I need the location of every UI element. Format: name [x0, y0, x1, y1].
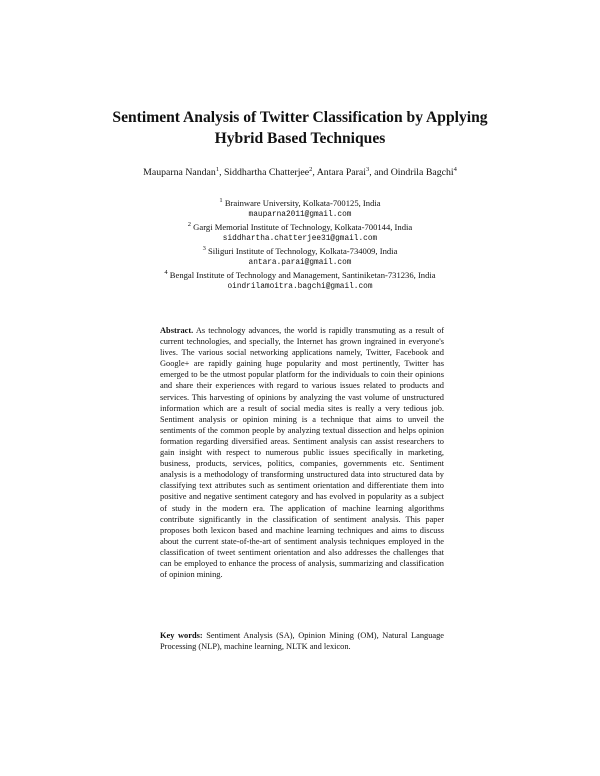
author-affiliation-mark: 2: [309, 166, 313, 173]
affiliation-mark: 1: [219, 197, 223, 204]
keywords-text: Sentiment Analysis (SA), Opinion Mining (OM), Natural Language Processing (NLP), machine learning, NLTK and lexicon.: [160, 631, 444, 652]
affiliation-1: [80, 197, 520, 221]
affiliation-institution: Bengal Institute of Technology and Management, Santiniketan-731236, India: [169, 270, 436, 280]
paper-title: Sentiment Analysis of Twitter Classification by Applying Hybrid Based Techniques: [112, 109, 488, 147]
affiliation-email: antara.parai@gmail.com: [248, 259, 352, 267]
affiliation-mark: 3: [202, 245, 206, 252]
abstract-text: As technology advances, the world is rapidly transmuting as a result of current technologies, and specially, the Internet has grown ingrained in everyone's lives. The various social networking applications namely, Twitter, Facebook and Google+ are rapidly gaining huge popularity and most pertinently, Twitter has emerged to be the utmost popular platform for the individuals to coin their opinions and share their experiences with regard to various issues related to products and services. This harvesting of opinions by analyzing the vast volume of unstructured information which are a result of social media sites is really a very tedious job. Sentiment analysis or opinion mining is a technique that aims to unveil the sentiments of the common people by analyzing textual dissection and helps opinion formation regarding diversified areas. Sentiment analysis can assist researchers to gain insight with respect to numerous public issues specifically in marketing, business, products, services, politics, companies, governments etc. Sentiment analysis is a methodology of transforming unstructured data into structured data by classifying text attributes such as sentiment orientation and differentiate them into positive and negative sentiment category and has evolved in popularity as a subject of study in the modern era. The application of machine learning algorithms contribute significantly in the classification of sentiment analysis. This paper proposes both lexicon based and machine learning techniques and aims to discuss about the current state-of-the-art of sentiment analysis techniques employed in the classification of tweet sentiment orientation and also addresses the challenges that can be employed to enhance the process of analysis, summarizing and classification of opinion mining.: [160, 326, 445, 580]
affiliation-2: [80, 221, 520, 245]
author-name: Siddhartha Chatterjee: [223, 167, 310, 178]
author-name: Mauparna Nandan: [143, 167, 216, 178]
affiliation-email: siddhartha.chatterjee31@gmail.com: [222, 235, 378, 243]
affiliation-institution: Brainware University, Kolkata-700125, India: [224, 198, 381, 208]
keywords-label: Key words:: [160, 631, 203, 640]
keywords: [160, 630, 444, 652]
author-affiliation-mark: 3: [365, 166, 370, 173]
author-name: Oindrila Bagchi: [390, 167, 454, 178]
affiliation-email: mauparna2011@gmail.com: [248, 211, 352, 219]
abstract: [160, 325, 444, 580]
affiliation-4: [80, 269, 520, 293]
author-separator: ,: [219, 167, 224, 178]
author-name: Antara Parai: [316, 167, 366, 178]
author-separator: , and: [369, 167, 391, 178]
author-affiliation-mark: 1: [215, 166, 220, 173]
affiliation-institution: Gargi Memorial Institute of Technology, Kolkata-700144, India: [193, 222, 413, 232]
author-list: [120, 165, 480, 181]
affiliation-email: oindrilamoitra.bagchi@gmail.com: [227, 283, 373, 291]
abstract-label: Abstract.: [160, 326, 194, 335]
affiliation-institution: Siliguri Institute of Technology, Kolkata-734009, India: [208, 246, 398, 256]
affiliation-mark: 4: [164, 269, 168, 276]
affiliation-3: [80, 245, 520, 269]
author-separator: ,: [312, 167, 317, 178]
affiliation-mark: 2: [187, 221, 192, 228]
author-affiliation-mark: 4: [453, 166, 457, 173]
